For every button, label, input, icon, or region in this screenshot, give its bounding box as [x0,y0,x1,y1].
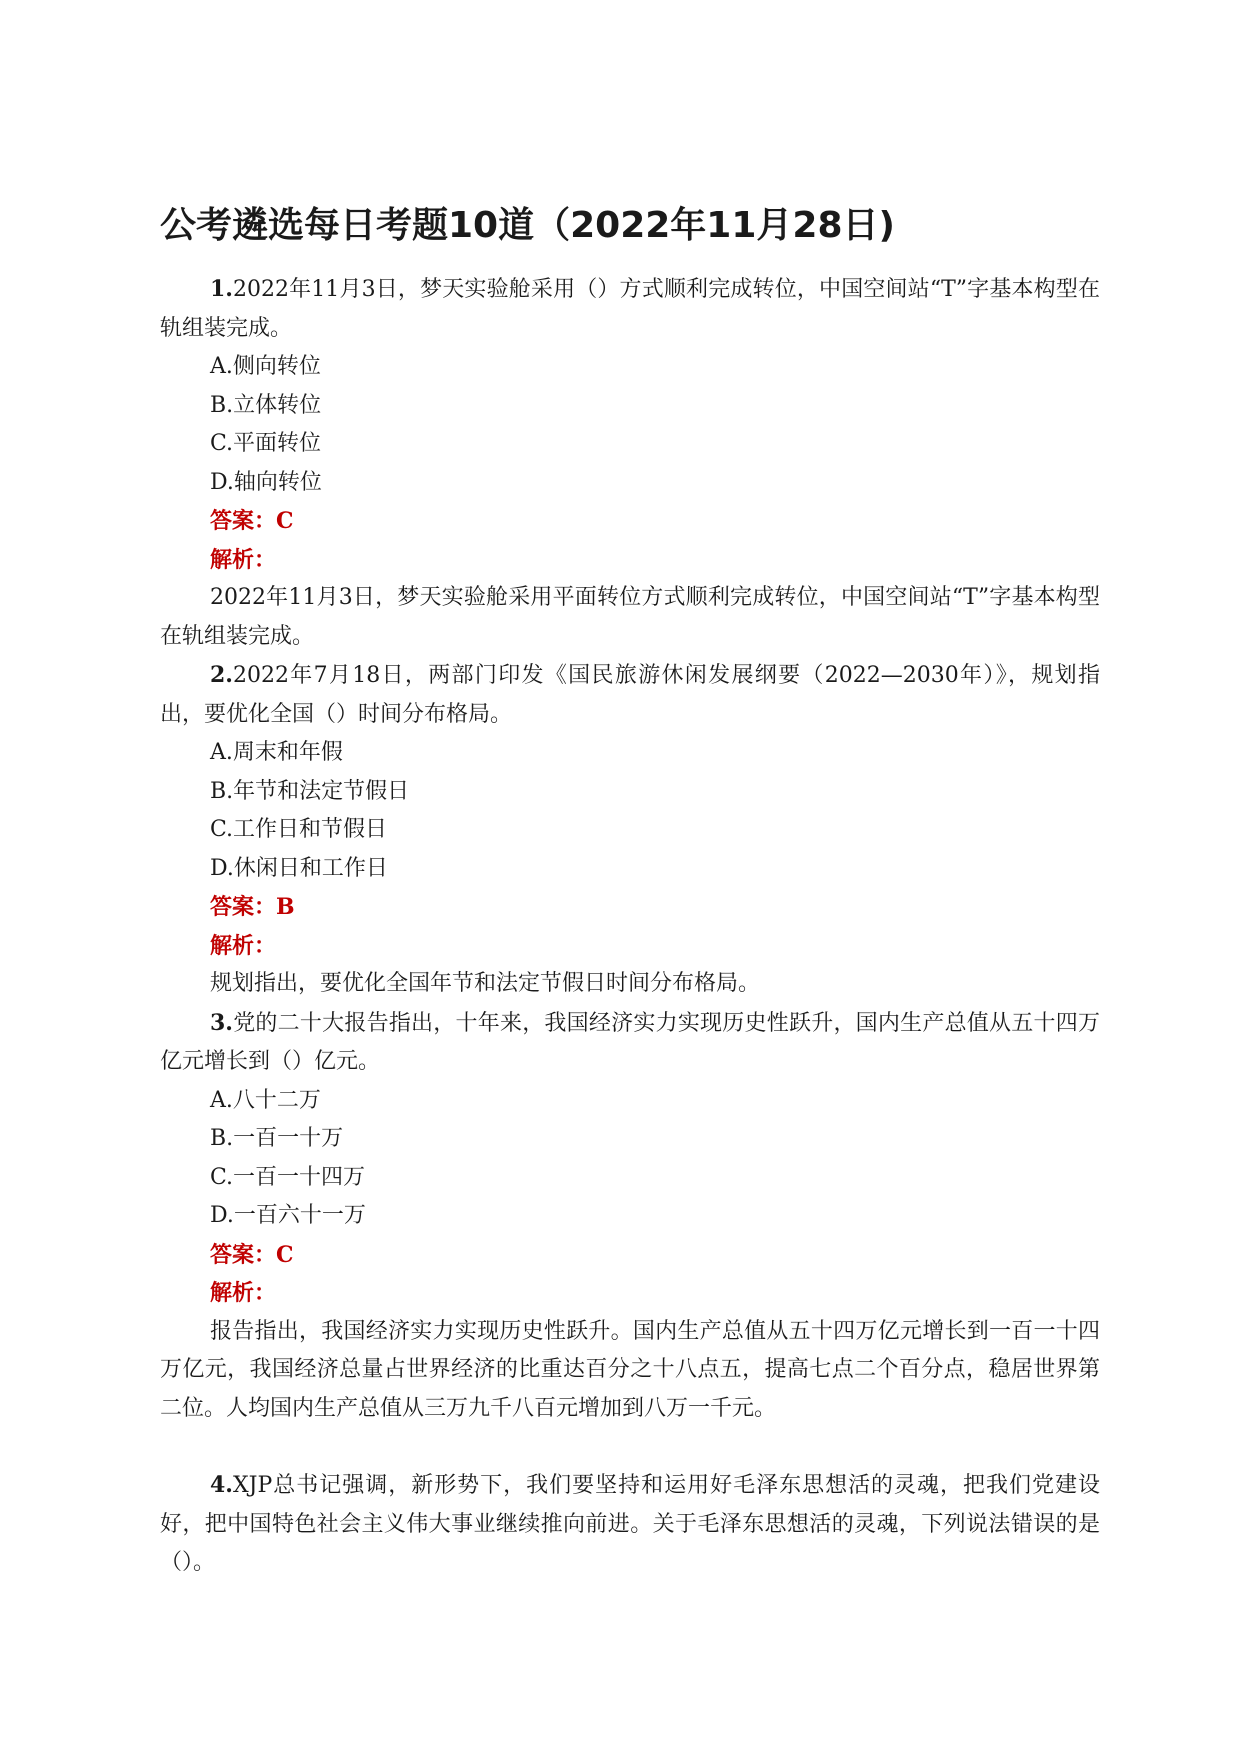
answer-value: C [276,508,294,534]
question-number: 2. [210,662,233,688]
answer-line [160,502,1100,541]
analysis-label: 解析： [210,1280,277,1306]
answer-value: B [276,894,295,920]
option-b: B.一百一十万 [210,1126,344,1151]
option-b: B.年节和法定节假日 [210,778,410,804]
analysis-label: 解析： [210,932,277,959]
question-text: XJP总书记强调，新形势下，我们要坚持和运用好毛泽东思想活的灵魂，把我们党建设好，把中国特色社会主义伟大事业继续推向前进。关于毛泽东思想活的灵魂，下列说法错误的是（）。 [160,1473,1100,1575]
question-list [160,270,1100,1583]
question-text: 2022年11月3日，梦天实验舱采用（）方式顺利完成转位，中国空间站“T”字基本构型在轨组装完成。 [160,277,1100,341]
question-stem [160,270,1100,348]
question-number: 1. [210,276,233,302]
option-a: A.侧向转位 [210,354,321,379]
option-b: B.立体转位 [210,392,322,418]
option-d: D.轴向转位 [210,469,322,495]
question-stem [160,1004,1100,1082]
analysis-text: 2022年11月3日，梦天实验舱采用平面转位方式顺利完成转位，中国空间站“T”字基本构型在轨组装完成。 [160,585,1100,649]
answer-label: 答案： [210,1241,277,1268]
question-text: 党的二十大报告指出，十年来，我国经济实力实现历史性跃升，国内生产总值从五十四万亿元增长到（）亿元。 [160,1010,1100,1074]
option-d: D.休闲日和工作日 [210,855,388,881]
answer-value: C [276,1241,294,1268]
question-text: 2022年7月18日，两部门印发《国民旅游休闲发展纲要（2022—2030年）》，规划指出，要优化全国（）时间分布格局。 [160,663,1100,727]
option-a: A.八十二万 [210,1087,321,1113]
option-c: C.平面转位 [210,431,322,456]
option-a: A.周末和年假 [210,740,343,765]
answer-label: 答案： [210,508,277,534]
analysis-text: 规划指出，要优化全国年节和法定节假日时间分布格局。 [210,971,761,996]
question-number: 4. [210,1472,233,1498]
answer-line [160,1236,1100,1275]
paragraph-gap [160,1428,1100,1466]
page-title: 公考遴选每日考题10道（2022年11月28日) [160,205,895,246]
answer-label: 答案： [210,894,277,920]
option-d: D.一百六十一万 [210,1203,366,1228]
option-c: C.一百一十四万 [210,1164,366,1190]
analysis-label: 解析： [210,546,277,573]
question-stem [160,1466,1100,1583]
question-stem [160,656,1100,734]
analysis-text: 报告指出，我国经济实力实现历史性跃升。国内生产总值从五十四万亿元增长到一百一十四万亿元，我国经济总量占世界经济的比重达百分之十八点五，提高七点二个百分点，稳居世界第二位。人均国内生产总值从三万九千八百元增加到八万一千元。 [160,1318,1100,1421]
answer-line [160,888,1100,927]
option-c: C.工作日和节假日 [210,817,388,842]
question-number: 3. [210,1009,233,1036]
